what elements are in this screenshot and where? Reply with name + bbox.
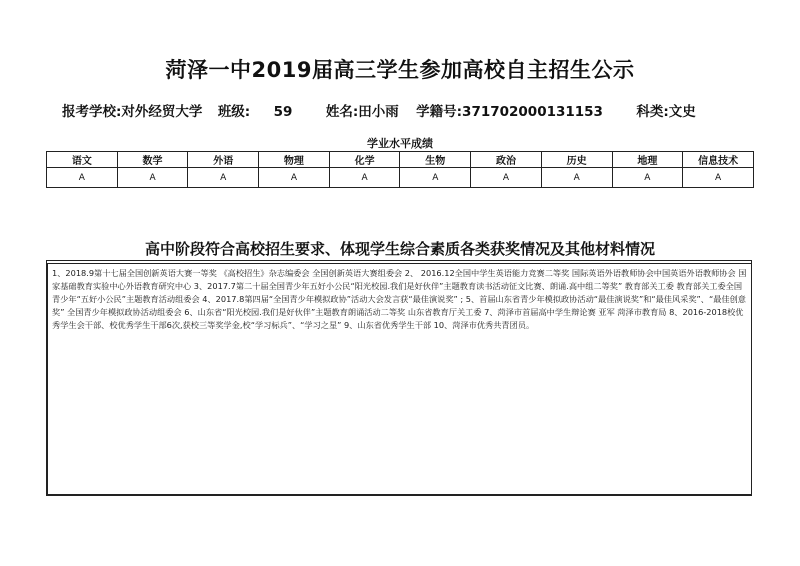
awards-text: 1、2018.9第十七届全国创新英语大赛一等奖 《高校招生》杂志编委会 全国创新英语大赛组委会 2、 2016.12全国中学生英语能力竞赛二等奖 国际英语外语教师协会中国英语外语教师协会 国家基础教育实验中心外语教育研究中心 3、2017.7第二十届全国青少年五好小公民“阳光校园.我们是好伙伴”主题教育读书活动征文比赛、朗诵.高中组二等奖” 教育部关工委 教育部关工委全国青少年“五好小公民”主题教育活动组委会 4、2017.8第四届“全国青少年模拟政协”活动大会发言获“最佳演说奖” ; 5、首届山东省青少年模拟政协活动“最佳演说奖”和“最佳风采奖”、“最佳创意奖” 全国青少年模拟政协活动组委会 6、山东省“阳光校园.我们是好伙伴”主题教育朗诵活动二等奖 山东省教育厅关工委 7、菏泽市首届高中学生辩论赛 亚军 菏泽市教育局 8、2016-2018校优秀学生会干部、校优秀学生干部6次,获校三等奖学金,校“学习标兵”、“学习之星” 9、山东省优秀学生干部 10、菏泽市优秀共青团员。: [47, 263, 752, 495]
subject-value: 文史: [668, 104, 696, 120]
student-info: [62, 100, 762, 120]
school-label: 报考学校:: [62, 104, 122, 120]
subject-header: 地理: [612, 152, 683, 168]
subject-label: 科类:: [636, 104, 669, 120]
subject-header: 化学: [329, 152, 400, 168]
scores-table: [46, 151, 754, 188]
awards-box: [46, 260, 752, 496]
scores-header-row: [47, 152, 754, 168]
name-label: 姓名:: [325, 104, 359, 120]
grade-cell: A: [471, 168, 542, 188]
grade-cell: A: [259, 168, 330, 188]
name-value: 田小雨: [358, 104, 399, 120]
scores-grade-row: [47, 168, 754, 188]
grade-cell: A: [117, 168, 188, 188]
subject-header: 数学: [117, 152, 188, 168]
subject-header: 物理: [259, 152, 330, 168]
class-label: 班级:: [217, 104, 251, 120]
grade-cell: A: [541, 168, 612, 188]
subject-header: 生物: [400, 152, 471, 168]
subject-header: 信息技术: [683, 152, 754, 168]
awards-section-title: 高中阶段符合高校招生要求、体现学生综合素质各类获奖情况及其他材料情况: [144, 240, 655, 258]
grade-cell: A: [400, 168, 471, 188]
school-value: 对外经贸大学: [121, 104, 203, 120]
grade-cell: A: [47, 168, 118, 188]
subject-header: 语文: [47, 152, 118, 168]
subject-header: 历史: [541, 152, 612, 168]
grade-cell: A: [612, 168, 683, 188]
subject-header: 外语: [188, 152, 259, 168]
student-id-label: 学籍号:: [416, 104, 463, 120]
student-id-value: 371702000131153: [462, 104, 603, 120]
grade-cell: A: [329, 168, 400, 188]
scores-caption: 学业水平成绩: [367, 137, 433, 150]
subject-header: 政治: [471, 152, 542, 168]
grade-cell: A: [188, 168, 259, 188]
class-value: 59: [273, 104, 293, 120]
page-title: 菏泽一中2019届高三学生参加高校自主招生公示: [165, 58, 635, 82]
grade-cell: A: [683, 168, 754, 188]
